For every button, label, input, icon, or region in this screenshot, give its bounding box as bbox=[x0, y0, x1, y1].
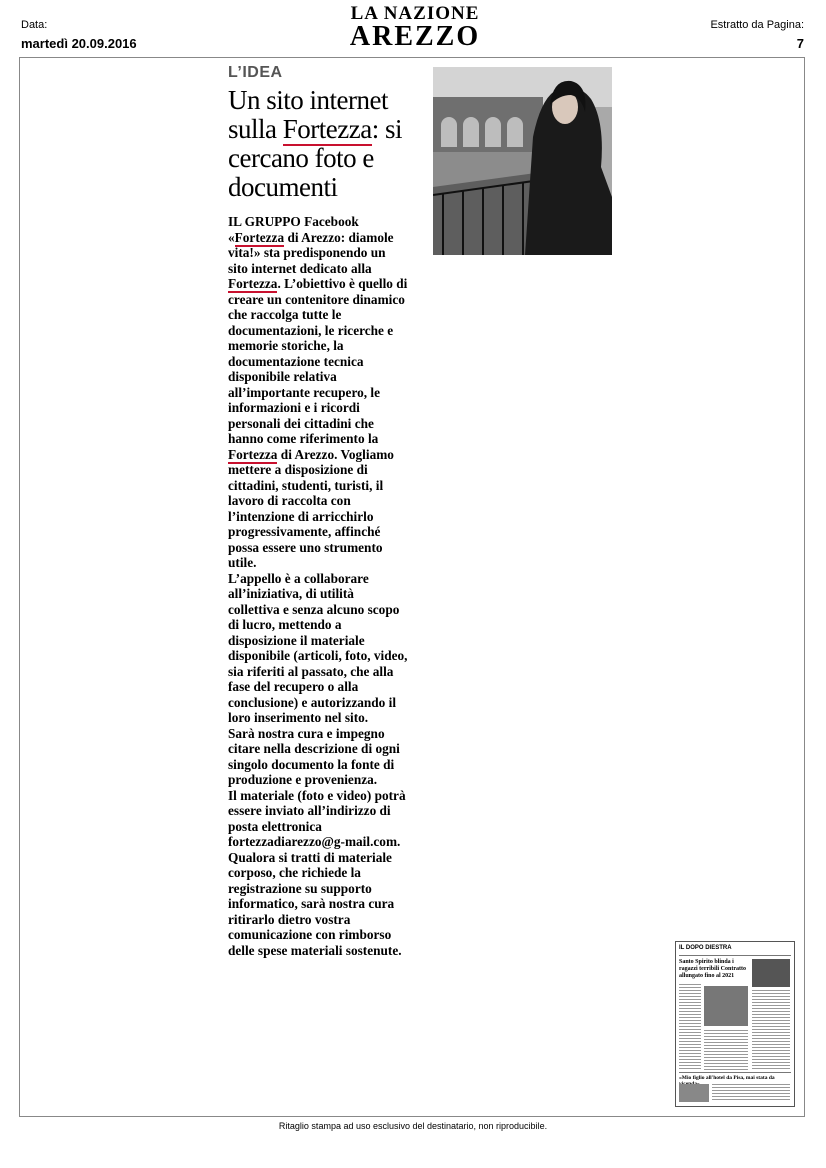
thumbnail-rule bbox=[679, 955, 791, 956]
headline-part2: : si cercano foto e documenti bbox=[228, 114, 402, 202]
photo-illustration bbox=[433, 67, 612, 255]
thumbnail-column bbox=[679, 984, 701, 1070]
date-label: Data: bbox=[21, 19, 48, 31]
page-block bbox=[710, 18, 804, 51]
paragraph-text: Facebook « bbox=[228, 214, 359, 245]
article-paragraph-1 bbox=[228, 214, 408, 571]
thumbnail-photo bbox=[704, 986, 748, 1026]
paragraph-lead: IL GRUPPO bbox=[228, 214, 301, 229]
page-number: 7 bbox=[796, 36, 804, 51]
article-headline bbox=[228, 86, 408, 202]
page-thumbnail bbox=[675, 941, 795, 1107]
thumbnail-column bbox=[752, 990, 790, 1070]
article-paragraph-2: L’appello è a collaborare all’iniziativa, di utilità collettiva e senza alcuno scopo di lucro, mettendo a disposizione il materiale disponibile (articoli, foto, video, sia riferiti al passato, che alla fase del recupero o alla conclusione) e autorizzando il loro inserimento nel sito. bbox=[228, 570, 408, 725]
masthead-top: LA NAZIONE bbox=[350, 3, 480, 24]
thumbnail-photo bbox=[679, 1084, 709, 1102]
footer-note: Ritaglio stampa ad uso esclusivo del destinatario, non riproducibile. bbox=[278, 1121, 548, 1131]
headline-highlight: Fortezza bbox=[282, 114, 372, 144]
page-label: Estratto da Pagina: bbox=[710, 19, 804, 31]
thumbnail-subtitle: «Mio figlio all'hotel da Pisa, mai stata da bbox=[679, 1075, 775, 1081]
masthead-bottom: AREZZO bbox=[349, 21, 481, 52]
paragraph-text: . L’obiettivo è quello di creare un contenitore dinamico che raccolga tutte le documentazioni, le ricerche e memorie storiche, la documentazione tecnica disponibile relativa all’importante recupero, le informazioni e i ricordi personali dei cittadini che hanno come riferimento la bbox=[228, 276, 408, 446]
highlight-term: Fortezza bbox=[228, 446, 278, 462]
date-value: martedì 20.09.2016 bbox=[21, 36, 137, 51]
article-paragraph-4: Il materiale (foto e video) potrà essere inviato all’indirizzo di posta elettronica fortezzadiarezzo@g-mail.com. Qualora si tratti di materiale corposo, che richiede la registrazione su supporto informatico, sarà nostra cura ritirarlo dietro vostra comunicazione con rimborso delle spese materiali sostenute. bbox=[228, 787, 406, 958]
highlight-term: Fortezza bbox=[228, 276, 278, 291]
article-photo bbox=[433, 67, 612, 255]
paragraph-text: di Arezzo. Vogliamo mettere a disposizione di cittadini, studenti, turisti, il lavoro di raccolta con l’intenzione di arricchirlo progressivamente, affinché possa essere uno strumento utile. bbox=[228, 446, 394, 570]
thumbnail-column bbox=[704, 1030, 748, 1070]
thumbnail-rule bbox=[679, 1072, 791, 1073]
newspaper-masthead bbox=[330, 4, 500, 50]
highlight-term: Fortezza bbox=[234, 229, 285, 245]
thumbnail-column bbox=[712, 1084, 790, 1102]
thumbnail-box bbox=[752, 959, 790, 987]
article bbox=[228, 64, 408, 958]
thumbnail-section: IL DOPO DIESTRA bbox=[679, 945, 732, 951]
thumbnail-title: Santo Spirito blinda i ragazzi terribili Contratto allungato fino al 2021 bbox=[679, 959, 746, 979]
headline-part1: Un sito internet sulla bbox=[228, 85, 388, 144]
paragraph-text: di Arezzo: diamole vita!» sta predisponendo un sito internet dedicato alla bbox=[228, 229, 394, 276]
article-kicker: L’IDEA bbox=[228, 64, 283, 81]
article-paragraph-3: Sarà nostra cura e impegno citare nella descrizione di ogni singolo documento la fonte di produzione e provenienza. bbox=[228, 725, 400, 787]
date-block bbox=[21, 18, 137, 51]
